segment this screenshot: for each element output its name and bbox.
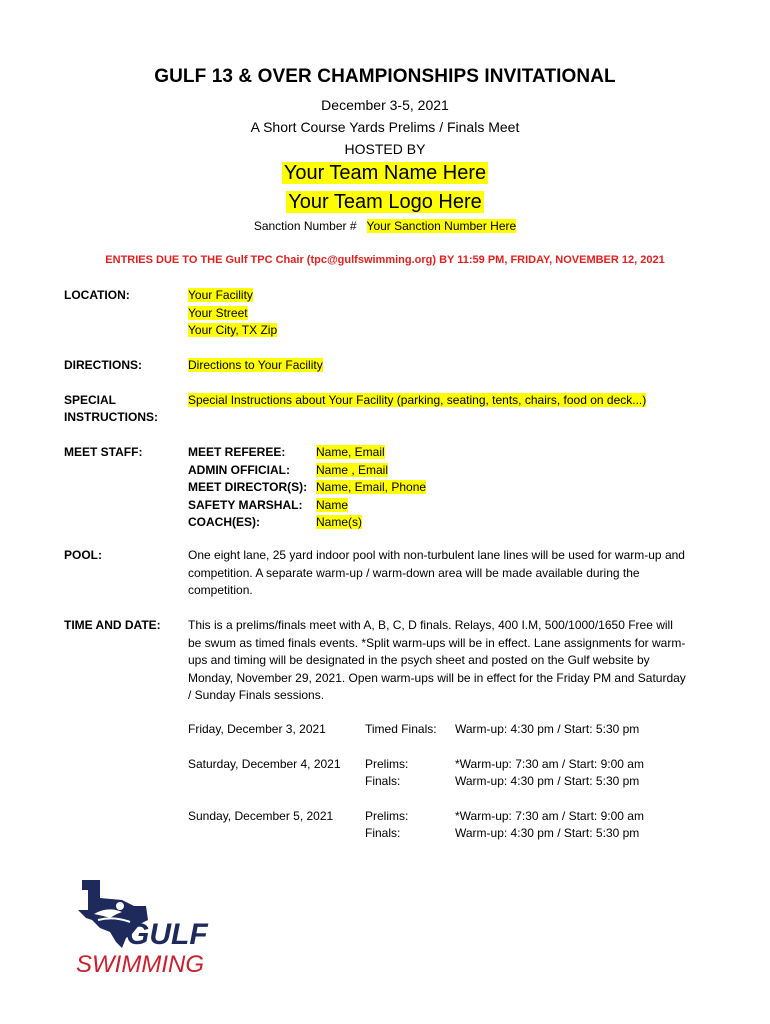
sanction-line xyxy=(0,219,770,233)
staff-value: Name xyxy=(316,497,349,512)
staff-value: Name(s) xyxy=(316,515,363,529)
gulf-swimming-logo xyxy=(64,876,232,980)
special-instructions-value: Special Instructions about Your Facility (parking, seating, tents, chairs, food on deck...) xyxy=(188,393,647,407)
staff-row xyxy=(188,462,426,480)
schedule-time: *Warm-up: 7:30 am / Start: 9:00 am xyxy=(455,809,644,823)
sanction-label: Sanction Number # xyxy=(253,219,357,233)
staff-row xyxy=(188,514,426,532)
meet-dates: December 3-5, 2021 xyxy=(321,97,449,113)
staff-row xyxy=(188,444,426,462)
meet-staff-label: MEET STAFF: xyxy=(64,445,143,459)
team-logo-placeholder: Your Team Logo Here xyxy=(288,191,482,213)
directions-value: Directions to Your Facility xyxy=(188,358,323,372)
staff-value: Name, Email xyxy=(316,445,385,459)
schedule-session: Prelims: xyxy=(365,809,409,823)
directions-label: DIRECTIONS: xyxy=(64,358,142,372)
pool-description: One eight lane, 25 yard indoor pool with non-turbulent lane lines will be used for warm-up and competition. A separate warm-up / warm-down area will be made available during the competition. xyxy=(188,548,685,597)
staff-role: ADMIN OFFICIAL: xyxy=(188,462,290,477)
staff-row xyxy=(188,479,426,497)
entries-due-notice: ENTRIES DUE TO THE Gulf TPC Chair (tpc@gulfswimming.org) BY 11:59 PM, FRIDAY, NOVEMBER 12, 2021 xyxy=(105,254,665,266)
pool-label: POOL: xyxy=(64,548,102,562)
meet-title: GULF 13 & OVER CHAMPIONSHIPS INVITATIONAL xyxy=(154,66,616,87)
team-logo-line xyxy=(0,191,770,214)
schedule-time: Warm-up: 4:30 pm / Start: 5:30 pm xyxy=(455,826,640,840)
schedule-time: Warm-up: 4:30 pm / Start: 5:30 pm xyxy=(455,722,640,736)
schedule-session: Finals: xyxy=(365,774,401,788)
logo-word-swimming: SWIMMING xyxy=(76,951,204,978)
schedule-day: Saturday, December 4, 2021 xyxy=(188,757,341,771)
special-instructions-line xyxy=(188,392,646,410)
team-name: Your Team Name Here xyxy=(283,162,487,184)
time-date-label: TIME AND DATE: xyxy=(64,618,161,632)
meet-staff-table xyxy=(188,444,426,532)
team-name-line xyxy=(0,162,770,185)
schedule-session: Finals: xyxy=(365,826,401,840)
gulf-swimming-logo-icon xyxy=(64,876,232,980)
location-value xyxy=(188,287,277,340)
staff-role: MEET REFEREE: xyxy=(188,445,286,459)
staff-value: Name, Email, Phone xyxy=(316,480,427,494)
logo-word-gulf: GULF xyxy=(126,918,208,951)
staff-row xyxy=(188,497,426,515)
staff-value: Name , Email xyxy=(316,462,389,477)
facility-city: Your City, TX Zip xyxy=(188,323,278,337)
staff-role: SAFETY MARSHAL: xyxy=(188,497,303,512)
staff-role: MEET DIRECTOR(S): xyxy=(188,480,308,494)
schedule-session: Prelims: xyxy=(365,757,409,771)
schedule-time: Warm-up: 4:30 pm / Start: 5:30 pm xyxy=(455,774,640,788)
directions-value-line xyxy=(188,357,323,375)
schedule-session: Timed Finals: xyxy=(365,722,437,736)
special-label-line2: INSTRUCTIONS: xyxy=(64,410,158,424)
staff-role: COACH(ES): xyxy=(188,515,260,529)
schedule-day: Sunday, December 5, 2021 xyxy=(188,809,334,823)
facility-street: Your Street xyxy=(188,305,248,320)
facility-name: Your Facility xyxy=(188,288,253,302)
time-date-description: This is a prelims/finals meet with A, B, C, D finals. Relays, 400 I.M, 500/1000/1650 Free will be swum as timed finals events. *Split warm-ups will be in effect. Lane assignments for warm-ups and timing will be designated in the psych sheet and posted on the Gulf website by Monday, November 29, 2021. Open warm-ups will be in effect for the Friday PM and Saturday / Sunday Finals sessions. xyxy=(188,618,686,702)
special-label-line1: SPECIAL xyxy=(64,393,117,407)
schedule-day: Friday, December 3, 2021 xyxy=(188,722,326,736)
schedule-time: *Warm-up: 7:30 am / Start: 9:00 am xyxy=(455,757,644,771)
sanction-value: Your Sanction Number Here xyxy=(366,219,517,233)
special-instructions-label xyxy=(64,392,158,426)
location-label: LOCATION: xyxy=(64,288,130,302)
hosted-by: HOSTED BY xyxy=(344,141,426,157)
meet-type: A Short Course Yards Prelims / Finals Meet xyxy=(250,119,520,135)
